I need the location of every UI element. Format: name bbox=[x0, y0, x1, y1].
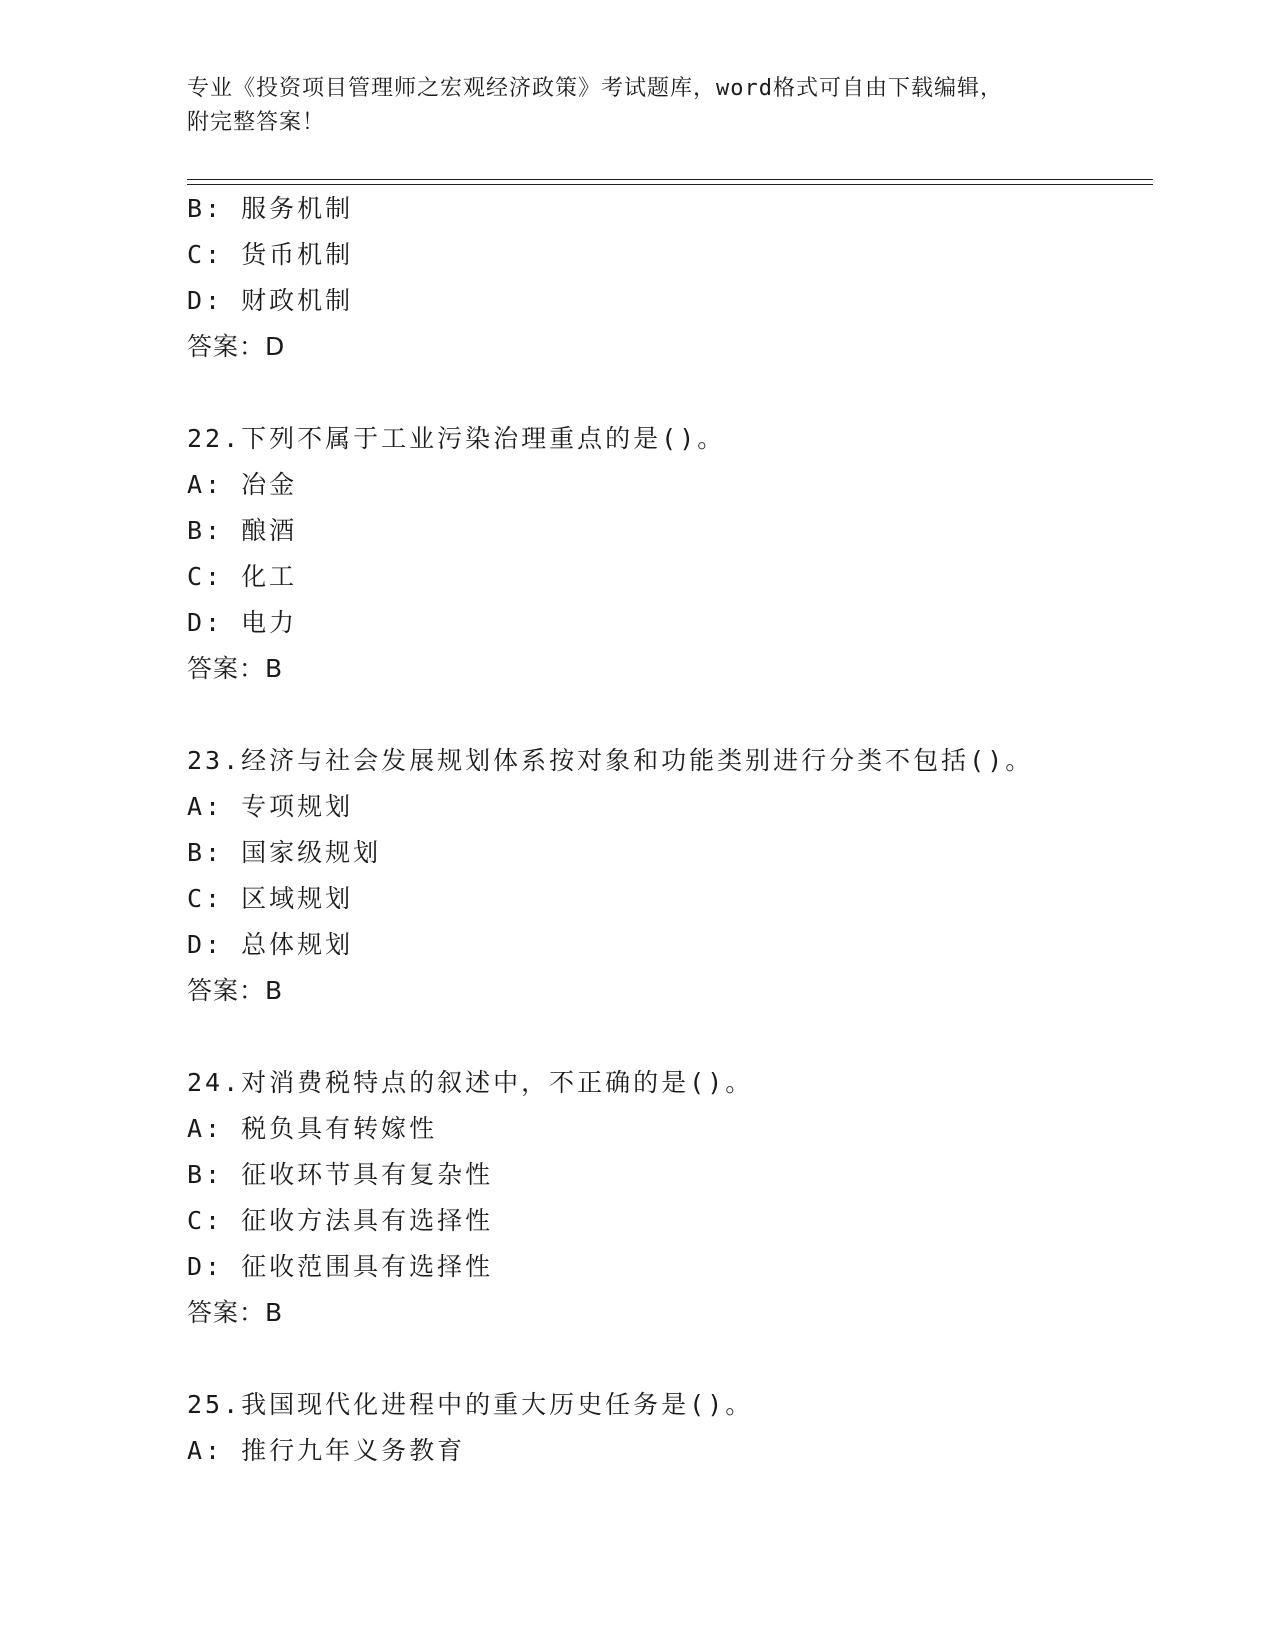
option-d: D: 电力 bbox=[187, 608, 298, 637]
question-block-24 bbox=[187, 1060, 1153, 1336]
question-stem: 22.下列不属于工业污染治理重点的是()。 bbox=[187, 424, 726, 453]
option-d: D: 财政机制 bbox=[187, 286, 354, 315]
document-header bbox=[187, 72, 1087, 140]
option-b: B: 服务机制 bbox=[187, 194, 354, 223]
header-line-1: 专业《投资项目管理师之宏观经济政策》考试题库，word格式可自由下载编辑， bbox=[187, 76, 1003, 101]
question-stem: 25.我国现代化进程中的重大历史任务是()。 bbox=[187, 1390, 754, 1419]
option-a: A: 推行九年义务教育 bbox=[187, 1436, 466, 1465]
question-stem: 23.经济与社会发展规划体系按对象和功能类别进行分类不包括()。 bbox=[187, 746, 1034, 775]
option-d: D: 总体规划 bbox=[187, 930, 354, 959]
answer-line: 答案：D bbox=[187, 332, 286, 361]
spacer bbox=[187, 692, 1153, 738]
option-a: A: 税负具有转嫁性 bbox=[187, 1114, 438, 1143]
header-divider-bottom bbox=[187, 184, 1153, 185]
question-list bbox=[187, 186, 1153, 1474]
spacer bbox=[187, 370, 1153, 416]
option-c: C: 化工 bbox=[187, 562, 298, 591]
option-b: B: 国家级规划 bbox=[187, 838, 382, 867]
answer-line: 答案：B bbox=[187, 976, 284, 1005]
question-stem: 24.对消费税特点的叙述中，不正确的是()。 bbox=[187, 1068, 754, 1097]
answer-line: 答案：B bbox=[187, 1298, 284, 1327]
option-c: C: 区域规划 bbox=[187, 884, 354, 913]
option-d: D: 征收范围具有选择性 bbox=[187, 1252, 494, 1281]
spacer bbox=[187, 1336, 1153, 1382]
question-block-23 bbox=[187, 738, 1153, 1014]
spacer bbox=[187, 1014, 1153, 1060]
question-block-22 bbox=[187, 416, 1153, 692]
option-c: C: 征收方法具有选择性 bbox=[187, 1206, 494, 1235]
question-block-21 bbox=[187, 186, 1153, 370]
question-block-25 bbox=[187, 1382, 1153, 1474]
answer-line: 答案：B bbox=[187, 654, 284, 683]
option-b: B: 征收环节具有复杂性 bbox=[187, 1160, 494, 1189]
header-divider-top bbox=[187, 179, 1153, 180]
option-b: B: 酿酒 bbox=[187, 516, 298, 545]
option-a: A: 专项规划 bbox=[187, 792, 354, 821]
option-c: C: 货币机制 bbox=[187, 240, 354, 269]
header-line-2: 附完整答案！ bbox=[187, 110, 326, 135]
option-a: A: 冶金 bbox=[187, 470, 298, 499]
